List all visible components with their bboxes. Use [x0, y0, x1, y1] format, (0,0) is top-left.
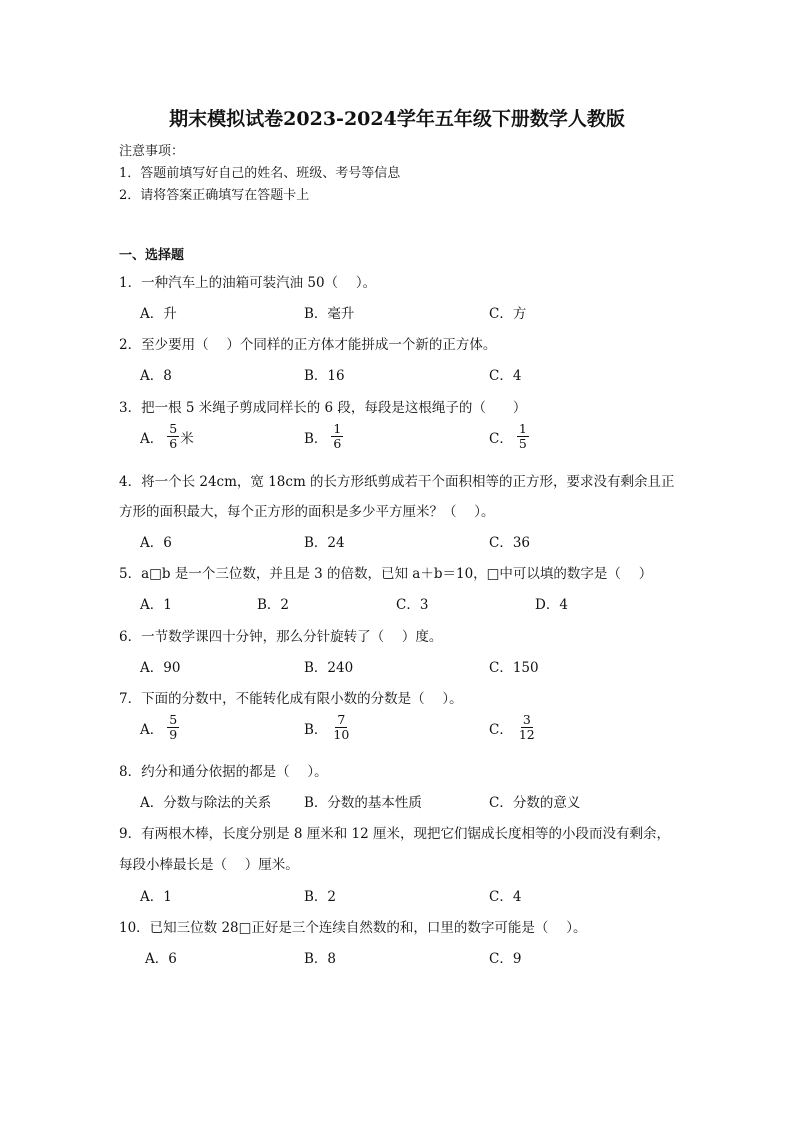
question-4-option-a[interactable]: A．6 — [140, 535, 172, 551]
question-7-option-b[interactable] — [304, 713, 351, 742]
question-1-option-c[interactable]: C．方 — [489, 306, 527, 322]
question-10: 10．已知三位数 28□正好是三个连续自然数的和，口里的数字可能是（ ）。 — [119, 920, 587, 936]
question-7-option-c[interactable] — [489, 713, 537, 742]
question-7-option-a[interactable] — [140, 713, 179, 742]
question-6-option-c[interactable]: C．150 — [489, 660, 539, 676]
question-7: 7．下面的分数中，不能转化成有限小数的分数是（ ）。 — [119, 691, 463, 707]
question-4: 4．将一个长 24cm，宽 18cm 的长方形纸剪成若干个面积相等的正方形，要求没有剩余且正 — [119, 474, 675, 490]
question-6: 6．一节数学课四十分钟，那么分针旋转了（ ）度。 — [119, 629, 443, 645]
denominator: 5 — [518, 436, 527, 451]
fraction — [331, 422, 343, 451]
question-8-option-c[interactable]: C．分数的意义 — [489, 795, 581, 811]
question-2-option-b[interactable]: B．16 — [304, 368, 345, 384]
numerator: 7 — [337, 712, 346, 727]
fraction — [517, 422, 529, 451]
denominator: 6 — [169, 436, 178, 451]
note-item-2: 2．请将答案正确填写在答题卡上 — [119, 188, 310, 203]
question-3-option-c[interactable] — [489, 422, 529, 451]
note-item-1: 1．答题前填写好自己的姓名、班级、考号等信息 — [119, 166, 401, 181]
section-title: 一、选择题 — [119, 248, 185, 263]
numerator: 1 — [333, 421, 342, 436]
fraction — [331, 713, 351, 742]
question-8-option-b[interactable]: B．分数的基本性质 — [304, 795, 422, 811]
numerator: 5 — [169, 421, 178, 436]
question-9-continued: 每段小棒最长是（ ）厘米。 — [119, 857, 299, 873]
question-9-option-b[interactable]: B．2 — [304, 889, 337, 905]
numerator: 5 — [169, 712, 178, 727]
question-4-option-b[interactable]: B．24 — [304, 535, 345, 551]
page-title: 期末模拟试卷2023-2024学年五年级下册数学人教版 — [169, 108, 625, 130]
question-2-option-a[interactable]: A．8 — [140, 368, 172, 384]
fraction — [167, 713, 179, 742]
question-6-option-b[interactable]: B．240 — [304, 660, 354, 676]
question-5-option-a[interactable]: A．1 — [140, 597, 172, 613]
question-2-option-c[interactable]: C．4 — [489, 368, 522, 384]
option-label: C． — [489, 721, 513, 738]
question-3-option-b[interactable] — [304, 422, 343, 451]
question-3: 3．把一根 5 米绳子剪成同样长的 6 段，每段是这根绳子的（ ） — [119, 400, 527, 416]
question-5: 5．a□b 是一个三位数，并且是 3 的倍数，已知 a＋b＝10，□中可以填的数字是（ ） — [119, 566, 653, 582]
denominator: 9 — [169, 727, 178, 742]
option-label: C． — [489, 430, 513, 447]
fraction — [517, 713, 537, 742]
numerator: 1 — [518, 421, 527, 436]
option-label: A． — [140, 721, 164, 738]
notes-heading: 注意事项： — [119, 144, 185, 159]
fraction — [167, 422, 179, 451]
question-4-option-c[interactable]: C．36 — [489, 535, 531, 551]
denominator: 10 — [333, 727, 350, 742]
question-10-option-c[interactable]: C．9 — [489, 951, 522, 967]
question-8-option-a[interactable]: A．分数与除法的关系 — [140, 795, 272, 811]
denominator: 12 — [518, 727, 535, 742]
question-9-option-c[interactable]: C．4 — [489, 889, 522, 905]
question-1: 1．一种汽车上的油箱可装汽油 50（ ）。 — [119, 275, 377, 291]
option-label: B． — [304, 721, 328, 738]
question-1-option-a[interactable]: A．升 — [140, 306, 177, 322]
question-5-option-d[interactable]: D．4 — [535, 597, 568, 613]
option-label: B． — [304, 430, 328, 447]
question-1-option-b[interactable]: B．毫升 — [304, 306, 355, 322]
question-3-option-a[interactable] — [140, 422, 194, 451]
question-5-option-b[interactable]: B．2 — [257, 597, 290, 613]
question-6-option-a[interactable]: A．90 — [140, 660, 181, 676]
question-9-option-a[interactable]: A．1 — [140, 889, 172, 905]
numerator: 3 — [522, 712, 531, 727]
question-9: 9．有两根木棒，长度分别是 8 厘米和 12 厘米，现把它们锯成长度相等的小段而没有剩余， — [119, 826, 671, 842]
question-2: 2．至少要用（ ）个同样的正方体才能拼成一个新的正方体。 — [119, 337, 497, 353]
denominator: 6 — [333, 436, 342, 451]
question-4-continued: 方形的面积最大，每个正方形的面积是多少平方厘米？（ ）。 — [119, 504, 495, 520]
question-10-option-a[interactable]: A．6 — [145, 951, 177, 967]
option-label: A． — [140, 430, 164, 447]
question-10-option-b[interactable]: B．8 — [304, 951, 337, 967]
question-8: 8．约分和通分依据的都是（ ）。 — [119, 764, 328, 780]
unit: 米 — [180, 430, 194, 447]
question-5-option-c[interactable]: C．3 — [396, 597, 429, 613]
